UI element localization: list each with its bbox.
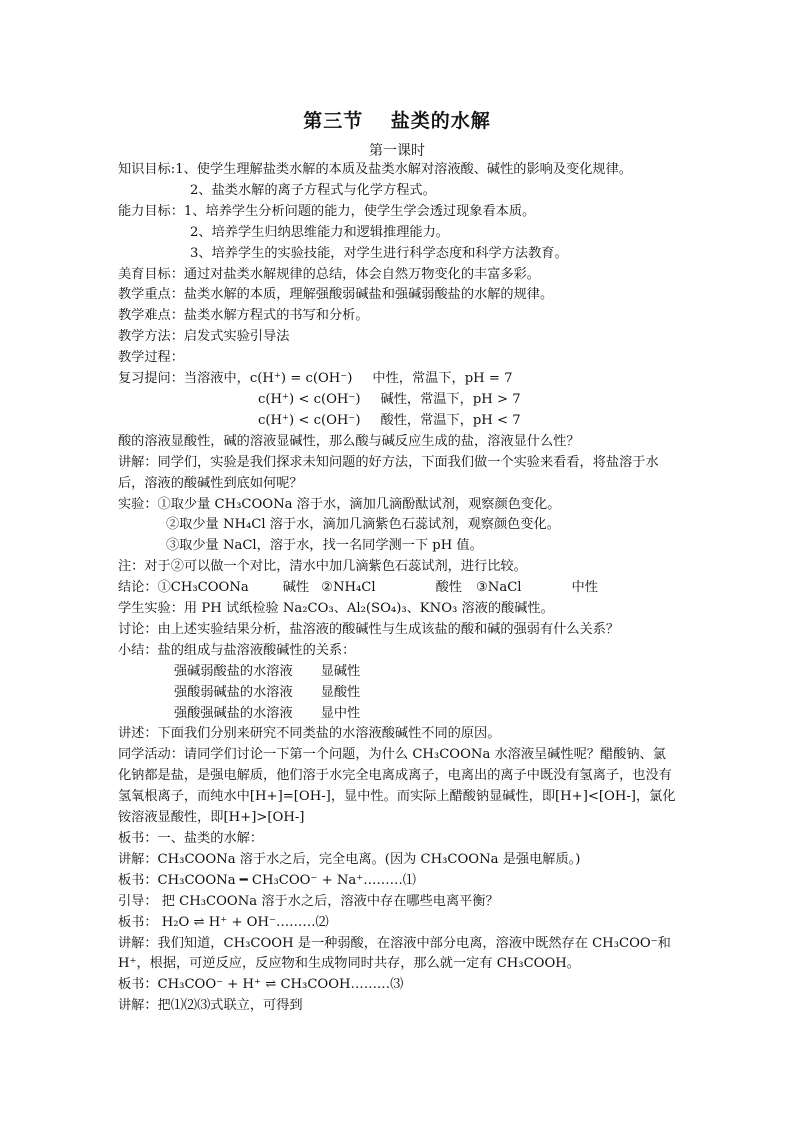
page-title: 第三节 盐类的水解	[303, 110, 491, 132]
board-heading: 板书：一、盐类的水解：	[118, 831, 264, 846]
knowledge-objective-2: 2、盐类水解的离子方程式与化学方程式。	[190, 182, 436, 198]
summary-row-2	[118, 683, 678, 704]
experiment-3: ③取少量 NaCl，溶于水，找一名同学测一下 pH 值。	[166, 538, 483, 554]
lesson-subtitle: 第一课时	[369, 143, 425, 159]
conclusion-salt-3: ③NaCl	[475, 580, 522, 596]
conclusion-row	[118, 578, 678, 599]
student-experiment: 学生实验：用 PH 试纸检验 Na₂CO₃、Al₂(SO₄)₃、KNO₃ 溶液的酸碱性。	[118, 601, 554, 617]
review-row-1	[118, 369, 678, 390]
experiment-1: 实验：①取少量 CH₃COONa 溶于水，滴加几滴酚酞试剂，观察颜色变化。	[118, 496, 561, 512]
review-result-3: 酸性，常温下，pH < 7	[380, 412, 521, 428]
review-result-1: 中性，常温下，pH = 7	[372, 371, 513, 387]
experiment-2: ②取少量 NH₄Cl 溶于水，滴加几滴紫色石蕊试剂，观察颜色变化。	[166, 517, 560, 533]
review-row-3	[118, 411, 678, 432]
question-salt-nature: 酸的溶液显酸性，碱的溶液显碱性，那么酸与碱反应生成的盐，溶液显什么性？	[118, 433, 580, 449]
summary-row-3	[118, 704, 678, 725]
ability-objective-1: 能力目标：1、培养学生分析问题的能力，使学生学会透过现象看本质。	[118, 203, 536, 219]
aesthetic-objective: 美育目标：通过对盐类水解规律的总结，体会自然万物变化的丰富多彩。	[118, 266, 540, 282]
summary-title: 小结：盐的组成与盐溶液酸碱性的关系：	[118, 642, 356, 658]
knowledge-objective-1: 知识目标:1、使学生理解盐类水解的本质及盐类水解对溶液酸、碱性的影响及变化规律。	[118, 162, 632, 177]
lecture-differences: 讲述：下面我们分别来研究不同类盐的水溶液酸碱性不同的原因。	[118, 726, 501, 742]
lecture-ionization: 讲解：CH₃COONa 溶于水之后，完全电离。(因为 CH₃COONa 是强电解质。)	[118, 851, 581, 867]
discussion: 讨论：由上述实验结果分析，盐溶液的酸碱性与生成该盐的酸和碱的强弱有什么关系？	[118, 621, 620, 637]
student-activity: 同学活动：请同学们讨论一下第一个问题，为什么 CH₃COONa 水溶液呈碱性呢？醋酸钠、氯化钠都是盐，是强电解质，他们溶于水完全电离成离子，电离出的离子中既没有氢离子，也没有氢氧根离子，而纯水中[H+]=[OH-]，显中性。而实际上醋酸钠显碱性，即[H+]<[OH-]，氯化铵溶液显酸性，即[H+]>[OH-]	[118, 747, 676, 826]
ability-objective-3: 3、培养学生的实验技能，对学生进行科学态度和科学方法教育。	[190, 245, 568, 261]
summary-salt-1: 强碱弱酸盐的水溶液	[174, 663, 293, 679]
conclusion-result-1: 碱性	[282, 580, 310, 596]
lesson-body	[118, 160, 678, 1017]
review-result-2: 碱性，常温下，pH > 7	[380, 391, 521, 407]
teaching-difficulty: 教学难点：盐类水解方程式的书写和分析。	[118, 308, 369, 324]
lecture-experiment-intro: 讲解：同学们，实验是我们探求未知问题的好方法，下面我们做一个实验来看看，将盐溶于水后，溶液的酸碱性到底如何呢？	[118, 454, 659, 491]
lecture-combine: 讲解：把⑴⑵⑶式联立，可得到	[118, 998, 303, 1014]
lecture-weak-acid: 讲解：我们知道，CH₃COOH 是一种弱酸，在溶液中部分电离，溶液中既然存在 CH₃COO⁻和 H⁺，根据，可逆反应，反应物和生成物同时共存，那么就一定有 CH₃COOH。	[118, 935, 671, 972]
summary-salt-2: 强酸弱碱盐的水溶液	[174, 684, 293, 700]
conclusion-salt-2: ②NH₄Cl	[321, 580, 376, 596]
conclusion-result-2: 酸性	[435, 580, 462, 596]
conclusion-result-3: 中性	[571, 580, 598, 596]
review-condition-3: c(H⁺) < c(OH⁻)	[258, 412, 361, 428]
review-condition-1: c(H⁺) = c(OH⁻)	[249, 371, 353, 387]
teaching-method: 教学方法：启发式实验引导法	[118, 329, 290, 345]
summary-result-1: 显碱性	[320, 663, 361, 679]
summary-salt-3: 强酸强碱盐的水溶液	[174, 705, 293, 721]
conclusion-salt-1: ①CH₃COONa	[157, 580, 249, 596]
ability-objective-2: 2、培养学生归纳思维能力和逻辑推理能力。	[190, 224, 449, 240]
board-equation-1: 板书：CH₃COONa ━ CH₃COO⁻ + Na⁺………⑴	[118, 872, 416, 888]
conclusion-label: 结论：	[118, 580, 158, 596]
board-equation-2: 板书： H₂O ⇌ H⁺ + OH⁻………⑵	[118, 914, 329, 930]
review-label: 复习提问：当溶液中，	[118, 371, 250, 387]
review-row-2	[118, 390, 678, 411]
summary-result-3: 显中性	[320, 705, 361, 721]
guide-question: 引导： 把 CH₃COONa 溶于水之后，溶液中存在哪些电离平衡？	[118, 893, 499, 909]
board-equation-3: 板书：CH₃COO⁻ + H⁺ ⇌ CH₃COOH………⑶	[118, 977, 404, 993]
summary-result-2: 显酸性	[320, 684, 361, 700]
review-condition-2: c(H⁺) < c(OH⁻)	[258, 391, 361, 407]
summary-row-1	[118, 662, 678, 683]
teaching-key-point: 教学重点：盐类水解的本质，理解强酸弱碱盐和强碱弱酸盐的水解的规律。	[118, 287, 554, 303]
teaching-process: 教学过程：	[118, 350, 184, 366]
experiment-note: 注：对于②可以做一个对比，清水中加几滴紫色石蕊试剂，进行比较。	[118, 559, 527, 575]
